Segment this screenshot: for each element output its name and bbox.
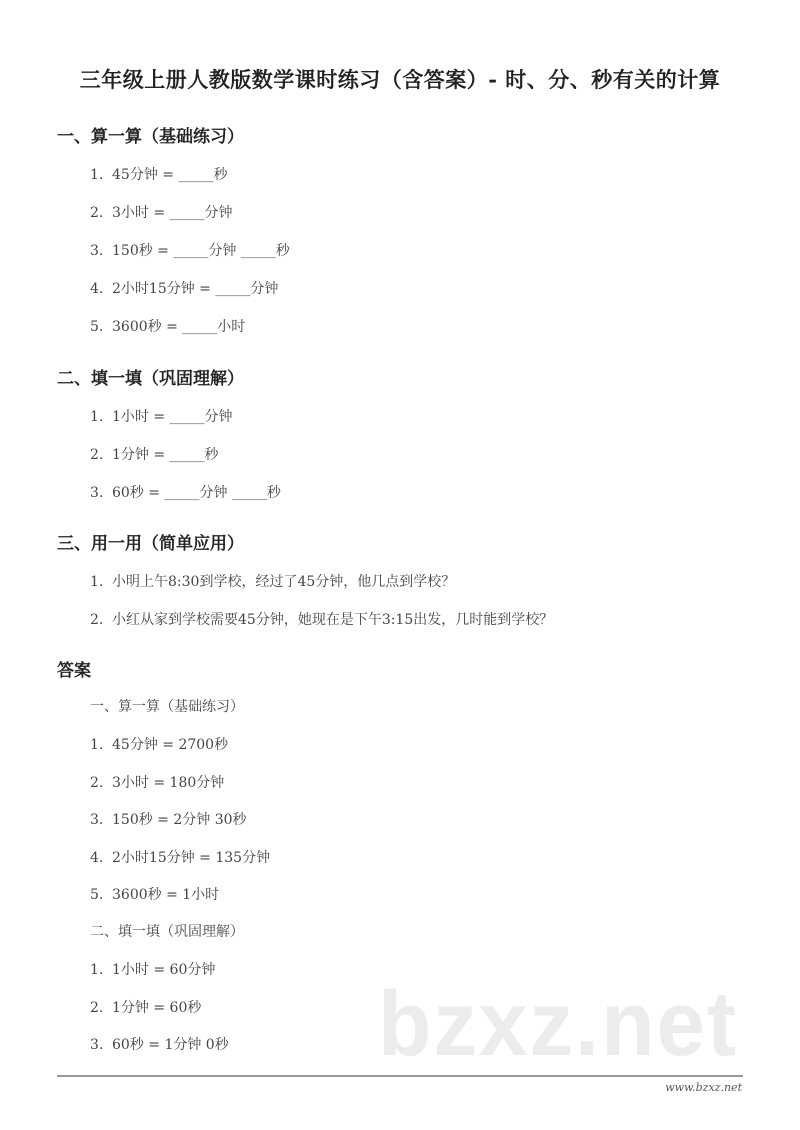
item-text: 150秒 = 2分钟 30秒 [112,812,247,828]
list-item [90,609,553,629]
item-number: 4. [90,281,104,297]
list-item [90,316,245,336]
item-number: 3. [90,812,104,828]
list-item [90,997,201,1017]
item-text: 3小时 = 180分钟 [112,774,225,791]
item-text: 3600秒 = _____小时 [112,319,246,335]
item-number: 3. [90,1037,104,1053]
answers-heading: 答案 [57,661,91,681]
list-item [90,202,233,222]
section-heading: 二、填一填（巩固理解） [57,369,244,389]
section-heading: 一、算一算（基础练习） [57,127,244,147]
item-number: 2. [90,999,104,1016]
footer-divider [57,1075,743,1077]
section-heading: 三、用一用（简单应用） [57,534,244,554]
list-item [90,809,247,829]
watermark: bzxz.net [378,973,738,1075]
answer-subheading: 二、填一填（巩固理解） [90,924,244,940]
item-number: 1. [90,737,104,753]
page-title: 三年级上册人教版数学课时练习（含答案）- 时、分、秒有关的计算 [79,67,721,92]
item-text: 1分钟 = 60秒 [112,999,202,1016]
list-item [90,278,278,298]
list-item [90,164,227,184]
item-number: 2. [90,774,104,791]
item-text: 2小时15分钟 = 135分钟 [112,849,271,866]
list-item [90,1034,229,1054]
list-item [90,444,219,464]
item-text: 60秒 = _____分钟 _____秒 [112,485,281,501]
list-item [90,847,270,867]
item-text: 小红从家到学校需要45分钟，她现在是下午3:15出发，几时能到学校？ [112,612,554,628]
item-number: 3. [90,485,104,501]
item-text: 小明上午8:30到学校，经过了45分钟，他几点到学校？ [112,574,456,590]
item-text: 3600秒 = 1小时 [112,887,220,903]
list-item [90,406,233,426]
item-text: 60秒 = 1分钟 0秒 [112,1037,229,1053]
item-number: 1. [90,962,104,978]
item-number: 1. [90,574,104,590]
list-item [90,734,228,754]
item-number: 3. [90,243,104,259]
item-number: 1. [90,167,104,183]
item-text: 45分钟 = _____秒 [112,167,228,183]
list-item [90,482,281,502]
item-text: 150秒 = _____分钟 _____秒 [112,243,290,259]
item-number: 4. [90,849,104,866]
item-text: 1小时 = _____分钟 [112,409,233,425]
item-text: 1分钟 = _____秒 [112,447,219,463]
item-number: 5. [90,319,104,335]
item-text: 2小时15分钟 = _____分钟 [112,281,279,297]
list-item [90,884,219,904]
item-number: 5. [90,887,104,903]
answer-subheading: 一、算一算（基础练习） [90,699,244,715]
item-number: 2. [90,612,104,628]
item-text: 1小时 = 60分钟 [112,962,216,978]
list-item [90,772,224,792]
item-number: 2. [90,447,104,463]
list-item [90,240,290,260]
item-text: 3小时 = _____分钟 [112,205,233,221]
footer-url: www.bzxz.net [665,1081,742,1094]
item-number: 2. [90,205,104,221]
item-text: 45分钟 = 2700秒 [112,737,229,753]
item-number: 1. [90,409,104,425]
list-item [90,959,215,979]
list-item [90,571,455,591]
